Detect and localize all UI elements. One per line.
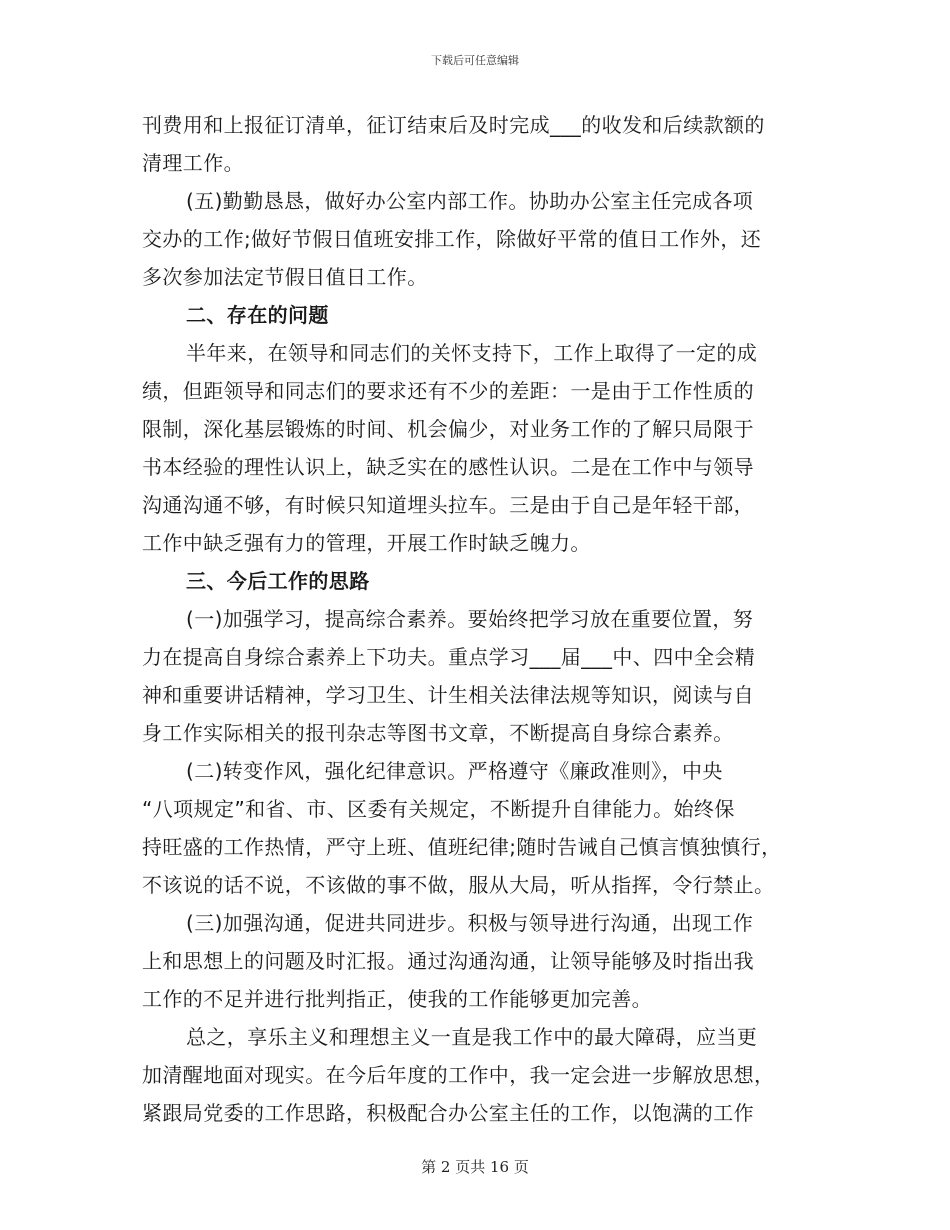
- text-line: 刊费用和上报征订清单，征订结束后及时完成___的收发和后续款额的: [142, 113, 765, 137]
- section-heading: 三、今后工作的思路: [186, 569, 370, 593]
- page-header: 下载后可任意编辑: [431, 54, 519, 67]
- text-line: (一)加强学习，提高综合素养。要始终把学习放在重要位置，努: [186, 607, 754, 631]
- text-line: 总之，享乐主义和理想主义一直是我工作中的最大障碍，应当更: [186, 1025, 758, 1049]
- text-line: 多次参加法定节假日值日工作。: [142, 265, 428, 289]
- text-line: 工作中缺乏强有力的管理，开展工作时缺乏魄力。: [142, 531, 591, 555]
- text-line: 绩，但距领导和同志们的要求还有不少的差距：一是由于工作性质的: [142, 379, 754, 403]
- text-line: “八项规定”和省、市、区委有关规定，不断提升自律能力。始终保: [142, 797, 735, 821]
- text-line: 书本经验的理性认识上，缺乏实在的感性认识。二是在工作中与领导: [142, 455, 754, 479]
- text-line: 持旺盛的工作热情，严守上班、值班纪律;随时告诫自己慎言慎独慎行，: [142, 835, 782, 859]
- text-line: 身工作实际相关的报刊杂志等图书文章，不断提高自身综合素养。: [142, 721, 734, 745]
- text-line: 上和思想上的问题及时汇报。通过沟通沟通，让领导能够及时指出我: [142, 949, 754, 973]
- text-line: 不该说的话不说，不该做的事不做，服从大局，听从指挥，令行禁止。: [142, 873, 775, 897]
- page-footer: 第 2 页共 16 页: [421, 1158, 529, 1176]
- section-heading: 二、存在的问题: [186, 303, 329, 327]
- text-line: 限制，深化基层锻炼的时间、机会偏少，对业务工作的了解只局限于: [142, 417, 754, 441]
- text-line: 神和重要讲话精神，学习卫生、计生相关法律法规等知识，阅读与自: [142, 683, 754, 707]
- text-line: 交办的工作;做好节假日值班安排工作，除做好平常的值日工作外，还: [142, 227, 762, 251]
- text-line: 沟通沟通不够，有时候只知道埋头拉车。三是由于自己是年轻干部，: [142, 493, 754, 517]
- text-line: 加清醒地面对现实。在今后年度的工作中，我一定会进一步解放思想，: [142, 1063, 775, 1087]
- text-line: 清理工作。: [142, 151, 244, 175]
- text-line: (三)加强沟通，促进共同进步。积极与领导进行沟通，出现工作: [186, 911, 754, 935]
- text-line: 力在提高自身综合素养上下功夫。重点学习___届___中、四中全会精: [142, 645, 756, 669]
- text-line: 半年来，在领导和同志们的关怀支持下，工作上取得了一定的成: [186, 341, 758, 365]
- text-line: (五)勤勤恳恳，做好办公室内部工作。协助办公室主任完成各项: [186, 189, 754, 213]
- text-line: 紧跟局党委的工作思路，积极配合办公室主任的工作，以饱满的工作: [142, 1101, 754, 1125]
- text-line: 工作的不足并进行批判指正，使我的工作能够更加完善。: [142, 987, 652, 1011]
- text-line: (二)转变作风，强化纪律意识。严格遵守《廉政准则》，中央: [186, 759, 723, 783]
- document-body: [142, 106, 810, 1132]
